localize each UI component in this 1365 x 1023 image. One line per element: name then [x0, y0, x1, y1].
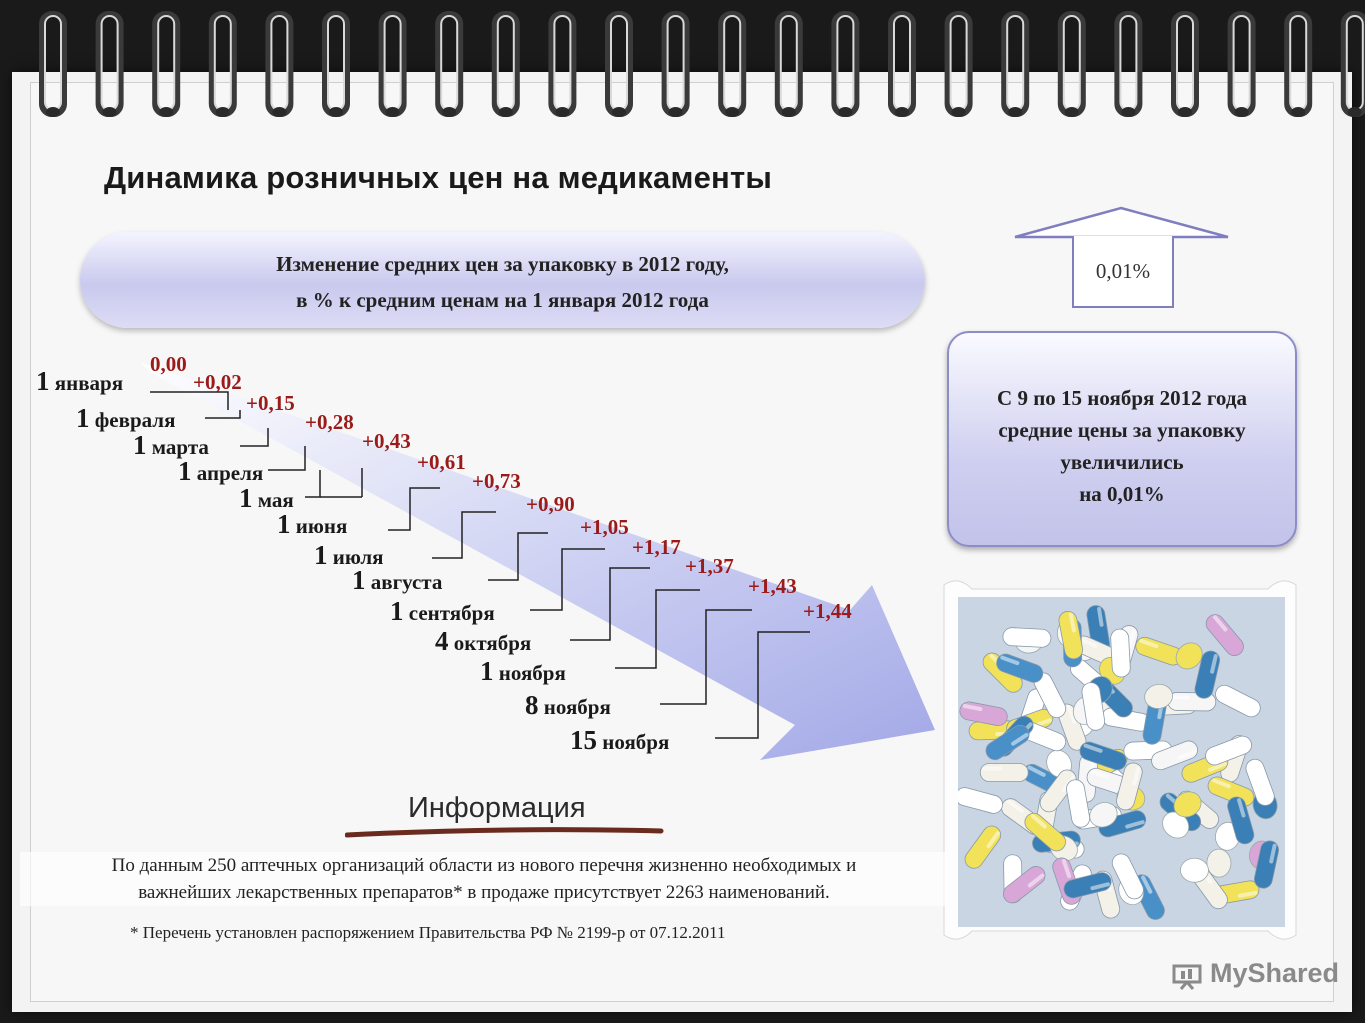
timeline-value: +0,90	[526, 492, 575, 516]
timeline-date	[352, 565, 442, 596]
banner-line-2: в % к средним ценам на 1 января 2012 года	[296, 288, 709, 312]
timeline-day: 1	[36, 366, 50, 396]
info-text-line-1: По данным 250 аптечных организаций области из нового перечня жизненно необходимых и	[111, 855, 857, 876]
timeline-day: 1	[239, 483, 253, 513]
timeline-day: 15	[570, 725, 597, 755]
timeline-month: августа	[365, 570, 443, 594]
highlight-line-2: средние цены за упаковку	[998, 418, 1246, 442]
timeline-date	[390, 596, 495, 627]
timeline-value: +1,05	[580, 515, 629, 539]
timeline-value: +1,17	[632, 535, 681, 559]
myshared-logo-icon	[1172, 962, 1204, 990]
timeline-value: 0,00	[150, 352, 187, 376]
timeline-date	[435, 626, 531, 657]
timeline-value: +0,43	[362, 429, 411, 453]
timeline-month: ноября	[493, 661, 566, 685]
timeline-date	[277, 509, 347, 540]
timeline-month: октября	[448, 631, 532, 655]
timeline-date	[570, 725, 669, 756]
timeline-date	[525, 690, 611, 721]
timeline-day: 1	[480, 656, 494, 686]
timeline-day: 1	[352, 565, 366, 595]
highlight-line-3: увеличились	[1060, 450, 1184, 474]
timeline-month: апреля	[191, 461, 264, 485]
timeline-value: +1,43	[748, 574, 797, 598]
timeline-day: 8	[525, 690, 539, 720]
banner-line-1: Изменение средних цен за упаковку в 2012 году,	[276, 252, 729, 276]
highlight-line-4: на 0,01%	[1079, 482, 1165, 506]
timeline-month: марта	[146, 435, 209, 459]
timeline-value: +0,28	[305, 410, 354, 434]
timeline-day: 4	[435, 626, 449, 656]
info-heading: Информация	[408, 792, 586, 824]
info-text	[20, 852, 948, 906]
timeline-day: 1	[133, 430, 147, 460]
timeline-month: февраля	[89, 408, 176, 432]
timeline-month: июня	[290, 514, 348, 538]
watermark: MyShared	[1210, 958, 1340, 988]
slide-title: Динамика розничных цен на медикаменты	[104, 160, 772, 195]
footnote: * Перечень установлен распоряжением Правительства РФ № 2199-р от 07.12.2011	[130, 923, 726, 942]
timeline-value: +1,44	[803, 599, 852, 623]
timeline-day: 1	[390, 596, 404, 626]
timeline-value: +1,37	[685, 554, 734, 578]
timeline-month: мая	[252, 488, 294, 512]
timeline-date	[36, 366, 123, 397]
timeline-month: ноября	[597, 730, 670, 754]
timeline-value: +0,73	[472, 469, 521, 493]
up-indicator-value: 0,01%	[1072, 236, 1174, 308]
timeline-date	[480, 656, 566, 687]
timeline-month: июля	[327, 545, 384, 569]
timeline-day: 1	[178, 456, 192, 486]
info-underline	[345, 826, 665, 840]
info-text-line-2: важнейших лекарственных препаратов* в продаже присутствует 2263 наименований.	[138, 882, 830, 903]
timeline-day: 1	[314, 540, 328, 570]
timeline-value: +0,15	[246, 391, 295, 415]
highlight-line-1: С 9 по 15 ноября 2012 года	[997, 386, 1247, 410]
timeline-value: +0,61	[417, 450, 466, 474]
timeline-month: января	[49, 371, 124, 395]
timeline-month: сентября	[403, 601, 495, 625]
timeline-value: +0,02	[193, 370, 242, 394]
step-line	[305, 470, 320, 497]
timeline-month: ноября	[538, 695, 611, 719]
timeline-day: 1	[76, 403, 90, 433]
timeline-day: 1	[277, 509, 291, 539]
